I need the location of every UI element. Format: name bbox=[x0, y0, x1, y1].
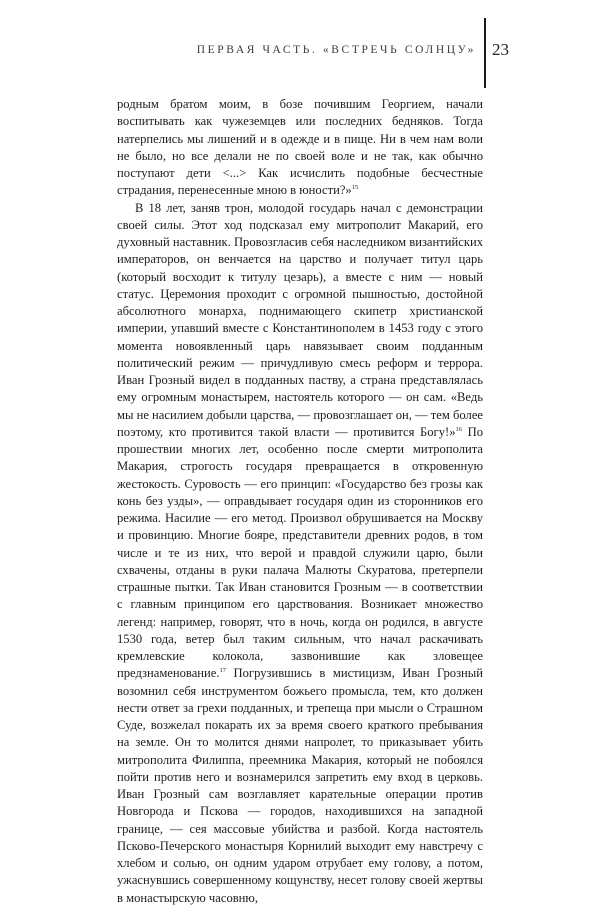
footnote-ref-17[interactable]: 17 bbox=[219, 667, 227, 675]
paragraph-1: родным братом моим, в бозе почившим Георгием, начали воспитывать как чужеземцев или последних бедняков. Тогда натерпелись мы лишений и в одежде и в пище. Ни в чем нам воли не было, но все делали не по своей воле и не так, как обычно поступают дети <...> Как исчислить подобные бесчестные страдания, перенесенные мною в юности?»$^{15}$ bbox=[117, 97, 483, 198]
body-text bbox=[117, 96, 483, 907]
paragraph-2-text: В 18 лет, заняв трон, молодой государь начал с демонстрации своей силы. Этот ход подсказал ему митрополит Макарий, его духовный наставник. Провозгласив себя наследником византийских императоров, он венчается на царство и получает титул царь (который восходит к титулу цезарь), а вместе с ним — новый статус. Церемония проходит с огромной пышностью, достойной абсолютного монарха, поднимающего скипетр христианской империи, упавший вместе с Константинополем в 1453 году с этого момента новоявленный царь навязывает своим подданным политический режим — причудливую смесь реформ и террора. Иван Грозный видел в подданных паству, а страна представлялась ему огромным монастырем, настоятель которого — он сам. «Ведь мы не насилием добыли царства, — провозглашает он, — тем более поэтому, кто противится такой власти — противится Богу!»$^{16}$ По прошествии многих лет, особенно после смерти митрополита Макария, строгость государя превращается в откровенную жестокость. Суровость — его принцип: «Государство без грозы как конь без узды», — оправдывает государя один из сторонников его режима. Насилие — его метод. Произвол обрушивается на Москву и провинцию. Многие бояре, представители древних родов, в том числе и те из них, что верой и правдой служили царю, были схвачены, отданы в руки палача Малюты Скуратова, претерпели страшные пытки. Так Иван становится Грозным — в соответствии с главным принципом его царствования. Возникает множество легенд: например, говорят, что в ночь, когда он родился, в августе 1530 года, ветер был таким сильным, что начал раскачивать кремлевские колокола, зазвонившие как зловещее предзнаменование.$^{17}$ Погрузившись в мистицизм, Иван Грозный возомнил себя инструментом божьего промысла, тем, кто должен нести ответ за грехи подданных, и трепеща при мысли о Страшном Суде, возжелал покарать их за время своего краткого пребывания на земле. Он то молится днями напролет, то приказывает убить митрополита Филиппа, преемника Макария, который не побоялся пойти против него и вознамерился запретить ему вход в церковь. Иван Грозный сам возглавляет карательные операции против Новгорода и Пскова — городов, находившихся на западной границе, — сея массовые убийства и разбой. Когда настоятель Псково-Печерского монастыря Корнилий выходит ему навстречу с хлебом и солью, он одним ударом отрубает ему голову, а потом, ужаснувшись совершенному кощунству, несет голову своей жертвы в монастырскую часовню, bbox=[117, 200, 484, 905]
running-header: ПЕРВАЯ ЧАСТЬ. «ВСТРЕЧЬ СОЛНЦУ» bbox=[196, 44, 476, 56]
footnote-ref-16[interactable]: 16 bbox=[455, 425, 462, 433]
footnote-ref-15[interactable]: 15 bbox=[351, 184, 359, 192]
header-vertical-rule bbox=[484, 18, 486, 88]
page-number: 23 bbox=[492, 40, 509, 59]
